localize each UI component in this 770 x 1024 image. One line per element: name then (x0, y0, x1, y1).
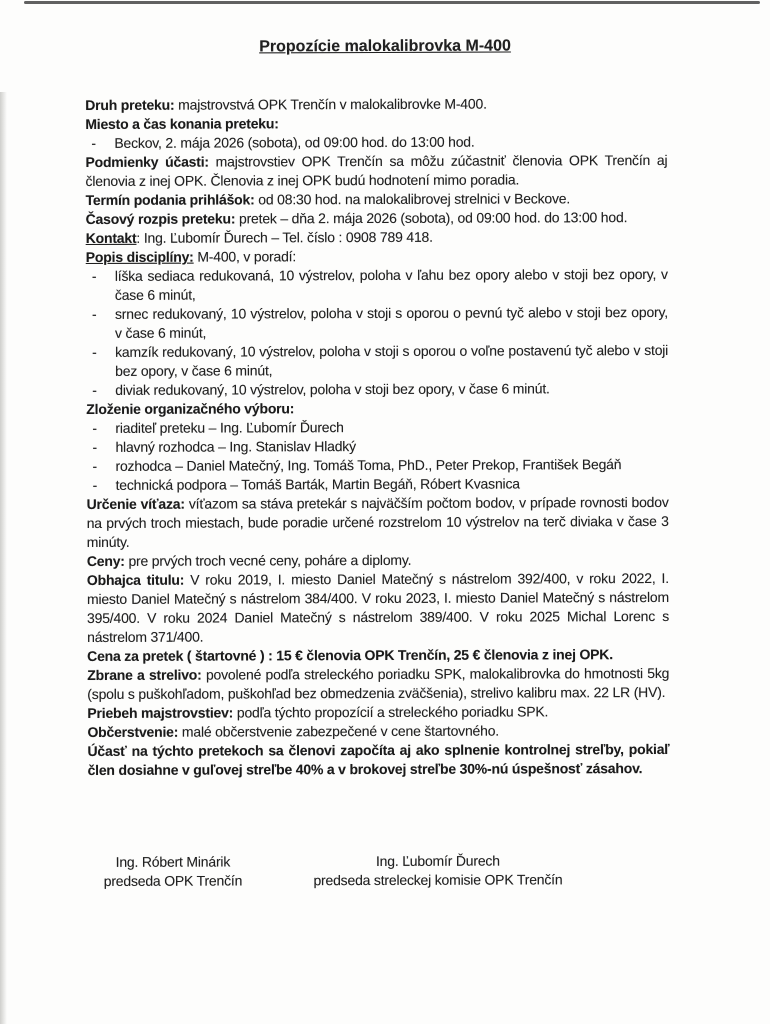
text-obcerstvenie: malé občerstvenie zabezpečené v cene štartovného. (181, 722, 500, 740)
list-vybor (86, 417, 668, 495)
text-popis-discipliny: M-400, v poradí: (197, 248, 297, 265)
scan-artifact-left-edge (0, 92, 7, 1024)
bullet-diviak-text: diviak redukovaný, 10 výstrelov, poloha v stoji bez opory, v čase 6 minút. (115, 380, 550, 398)
bullet-rozhodca-text: rozhodca – Daniel Matečný, Ing. Tomáš Toma, PhD., Peter Prekop, František Begáň (115, 456, 622, 474)
para-zbrane-strelivo (87, 664, 669, 704)
bullet-technicka-podpora (87, 474, 669, 495)
bullet-technicka-podpora-text: technická podpora – Tomáš Barták, Martin Begáň, Róbert Kvasnica (115, 475, 520, 493)
bullet-dash: - (92, 343, 97, 360)
para-miesto-cas (85, 113, 667, 134)
label-zlozenie-vyboru: Zloženie organizačného výboru: (86, 400, 295, 417)
label-ceny: Ceny: (86, 552, 125, 569)
bullet-riaditel (86, 417, 668, 438)
text-kontakt: : Ing. Ľubomír Ďurech – Tel. číslo : 0908 789 418. (136, 228, 433, 246)
label-obcerstvenie: Občerstvenie: (87, 723, 179, 740)
label-popis-discipliny: Popis disciplíny: (85, 248, 194, 265)
bullet-dash: - (92, 419, 97, 436)
text-urcenie-vitaza: víťazom sa stáva pretekár s najväčším počtom bodov, v prípade rovnosti bodov na prvých troch miestach, bude poradie určené rozstrelom 10 výstrelov na terč diviaka v čase 3 minúty. (86, 493, 669, 550)
para-druh-preteku (85, 94, 667, 115)
para-zlozenie-vyboru (86, 398, 668, 419)
para-ucast-poznamka: Účasť na týchto pretekoch sa členovi započíta aj ako splnenie kontrolnej streľby, pokiaľ člen dosiahne v guľovej streľbe 40% a v brokovej streľbe 30%-nú úspešnosť zásahov. (87, 740, 670, 778)
text-obhajca-titulu: V roku 2019, I. miesto Daniel Matečný s nástrelom 392/400, v roku 2022, I. miesto Daniel Matečný s nástrelom 384/400. V roku 2023, I. miesto Daniel Matečný s nástrelom 395/400. V roku 2024 Daniel Matečný s nástrelom 389/400. V roku 2025 Michal Lorenc s nástrelom 371/400. (86, 569, 670, 645)
para-obcerstvenie (87, 721, 669, 742)
signature-block (88, 851, 670, 891)
bullet-dash: - (91, 134, 96, 151)
bullet-hlavny-rozhodca-text: hlavný rozhodca – Ing. Stanislav Hladký (115, 438, 356, 455)
bullet-srnec (86, 303, 668, 343)
text-casovy-rozpis: pretek – dňa 2. mája 2026 (sobota), od 09:00 hod. do 13:00 hod. (238, 209, 628, 227)
document-title: Propozície malokalibrovka M-400 (259, 37, 511, 56)
label-zbrane-strelivo: Zbrane a strelivo: (87, 666, 202, 683)
signature-right (268, 851, 608, 890)
list-discipliny (86, 265, 668, 400)
text-priebeh-majstrovstiev: podľa týchto propozícií a streleckého poriadku SPK. (236, 703, 549, 721)
bullet-rozhodca (86, 455, 668, 476)
para-ceny (87, 550, 669, 571)
para-casovy-rozpis (86, 208, 668, 229)
label-casovy-rozpis: Časový rozpis preteku: (85, 210, 236, 227)
bullet-dash: - (92, 381, 97, 398)
bullet-kamzik-text: kamzík redukovaný, 10 výstrelov, poloha v stoji s oporou o voľne postavenú tyč alebo v stoji bez opory, v čase 6 minút, (115, 341, 669, 379)
bullet-srnec-text: srnec redukovaný, 10 výstrelov, poloha v stoji s oporou o pevnú tyč alebo v stoji bez opory, v čase 6 minút, (114, 303, 668, 341)
para-priebeh-majstrovstiev (87, 702, 669, 723)
para-popis-discipliny (86, 246, 668, 267)
bullet-liska (86, 265, 668, 305)
text-ceny: pre prvých troch vecné ceny, poháre a diplomy. (128, 551, 412, 569)
bullet-kamzik (86, 341, 668, 381)
bullet-miesto (85, 132, 667, 153)
label-termin-prihlasok: Termín podania prihlášok: (85, 191, 255, 208)
para-cena-za-pretek: Cena za pretek ( štartovné ) : 15 € členovia OPK Trenčín, 25 € členovia z inej OPK. (87, 646, 613, 664)
bullet-riaditel-text: riaditeľ preteku – Ing. Ľubomír Ďurech (115, 419, 344, 436)
label-urcenie-vitaza: Určenie víťaza: (86, 495, 185, 512)
label-miesto-cas: Miesto a čas konania preteku: (85, 115, 279, 132)
label-obhajca-titulu: Obhajca titulu: (86, 571, 185, 588)
signature-left (88, 852, 258, 891)
text-podmienky-ucasti: majstrovstiev OPK Trenčín sa môžu zúčastniť členovia OPK Trenčín aj členovia z inej OPK. Členovia z inej OPK budú hodnotení mimo poradia. (85, 151, 668, 189)
text-zbrane-strelivo: povolené podľa streleckého poriadku SPK, malokalibrovka do hmotnosti 5kg (spolu s puškohľadom, puškohľad bez obmedzenia zväčšenia), strelivo kalibru max. 22 LR (HV). (87, 664, 670, 702)
signatory-title-left: predseda OPK Trenčín (103, 872, 243, 889)
bullet-hlavny-rozhodca (86, 436, 668, 457)
para-podmienky-ucasti (85, 151, 667, 191)
signatory-title-right: predseda streleckej komisie OPK Trenčín (313, 871, 563, 889)
para-kontakt (86, 227, 668, 248)
signatory-name-right: Ing. Ľubomír Ďurech (375, 852, 500, 869)
para-termin-prihlasok (86, 189, 668, 210)
bullet-dash: - (92, 476, 98, 493)
bullet-dash: - (92, 457, 97, 474)
bullet-liska-text: líška sediaca redukovaná, 10 výstrelov, poloha v ľahu bez opory alebo v stoji bez opory, v čase 6 minút, (114, 265, 668, 303)
bullet-diviak (86, 379, 668, 400)
para-obhajca-titulu (87, 569, 669, 647)
bullet-miesto-text: Beckov, 2. mája 2026 (sobota), od 09:00 hod. do 13:00 hod. (114, 133, 475, 151)
scan-artifact-top-edge (24, 1, 760, 4)
signatory-name-left: Ing. Róbert Minárik (115, 853, 231, 870)
label-kontakt: Kontakt (85, 229, 137, 246)
text-termin-prihlasok: od 08:30 hod. na malokalibrovej strelnici v Beckove. (258, 190, 571, 208)
label-podmienky-ucasti: Podmienky účasti: (85, 153, 209, 170)
document-content (85, 36, 670, 891)
label-priebeh-majstrovstiev: Priebeh majstrovstiev: (87, 704, 234, 721)
bullet-dash: - (92, 438, 97, 455)
text-druh-preteku: majstrovstvá OPK Trenčín v malokalibrovke M-400. (178, 95, 487, 113)
label-druh-preteku: Druh preteku: (85, 96, 175, 113)
bullet-dash: - (91, 305, 97, 322)
para-urcenie-vitaza (87, 493, 669, 552)
bullet-dash: - (91, 267, 97, 284)
